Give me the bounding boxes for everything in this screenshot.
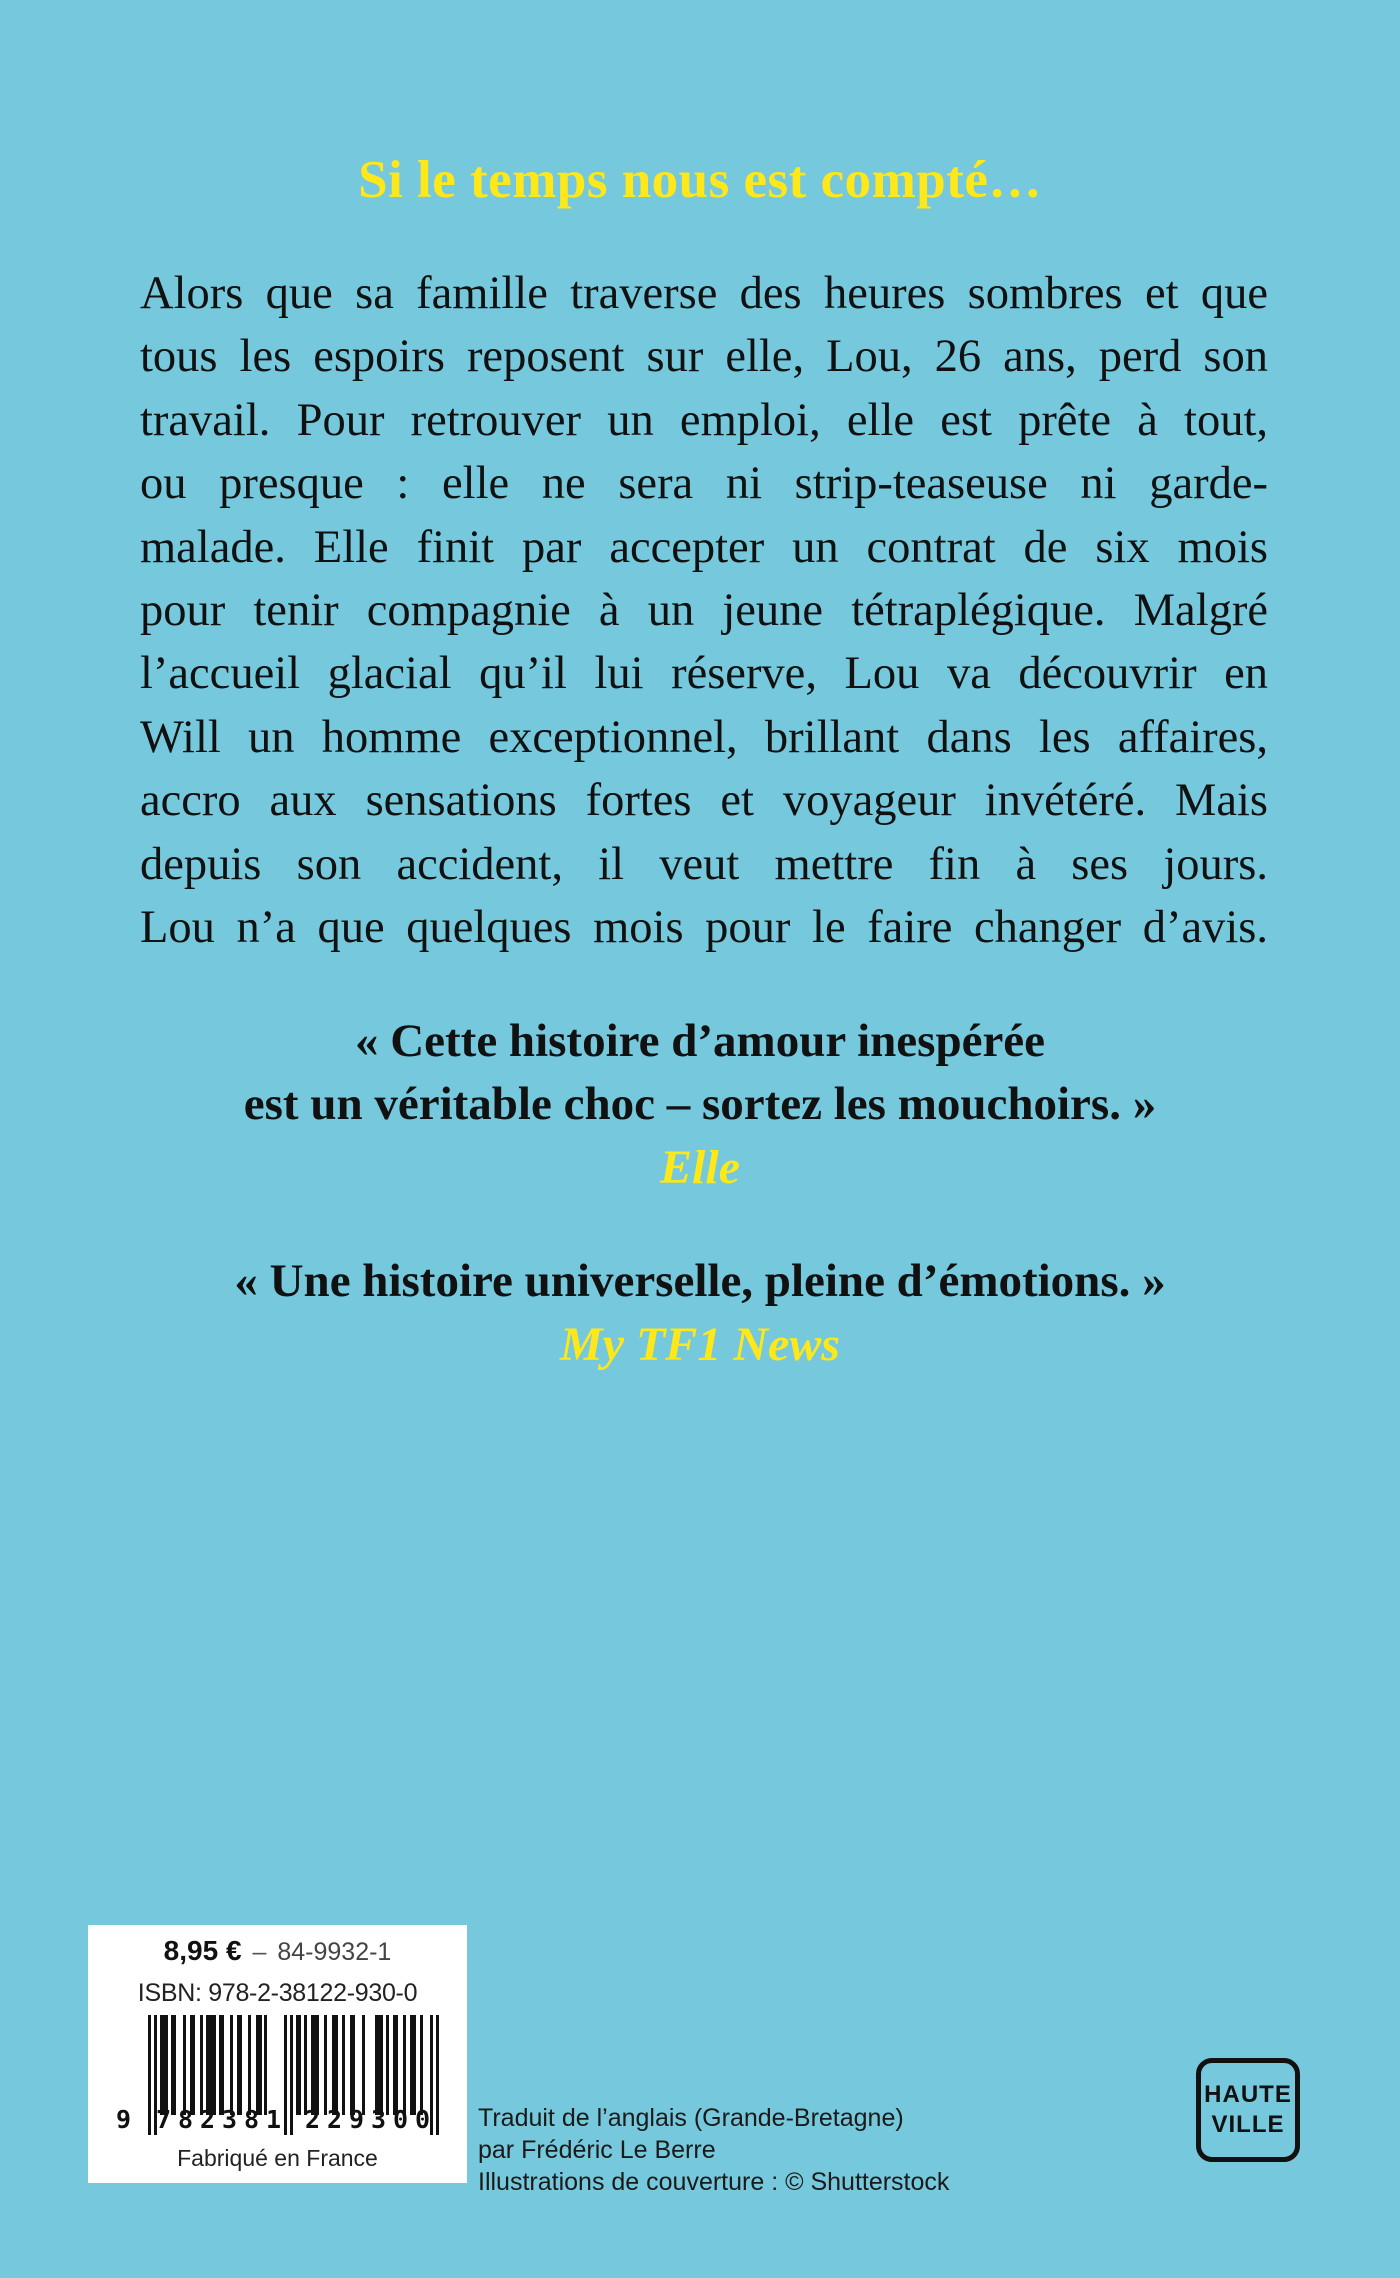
price-line: [88, 1935, 467, 1967]
barcode-digit: 9: [116, 2105, 132, 2134]
barcode-digit: 2: [305, 2105, 321, 2134]
review-quote-1-line-1: « Cette histoire d’amour inespérée: [354, 1015, 1046, 1067]
credits: [478, 2102, 949, 2198]
publisher-logo-line-1: HAUTE: [1204, 2081, 1292, 2108]
credit-translator: par Frédéric Le Berre: [478, 2136, 716, 2164]
summary-line: l’accueil glacial qu’il lui réserve, Lou va découvrir en: [140, 648, 1268, 700]
summary-line: travail. Pour retrouver un emploi, elle est prête à tout,: [140, 394, 1268, 446]
barcode-digit: 0: [415, 2105, 431, 2134]
price-separator: –: [252, 1938, 267, 1966]
summary-line: Lou n’a que quelques mois pour le faire changer d’avis.: [140, 901, 1268, 953]
price: 8,95 €: [163, 1935, 242, 1966]
tagline-heading: Si le temps nous est compté…: [358, 151, 1042, 209]
review-quote-1-line-2: est un véritable choc – sortez les mouchoirs. »: [243, 1078, 1157, 1130]
summary-line: pour tenir compagnie à un jeune tétraplégique. Malgré: [140, 584, 1268, 636]
credit-illustrations: Illustrations de couverture : © Shutterstock: [478, 2168, 950, 2196]
summary-line: tous les espoirs reposent sur elle, Lou, 26 ans, perd son: [140, 331, 1268, 383]
product-code: 84-9932-1: [277, 1938, 392, 1966]
summary-line: depuis son accident, il veut mettre fin à ses jours.: [140, 838, 1268, 890]
summary-line: malade. Elle finit par accepter un contrat de six mois: [140, 521, 1268, 573]
isbn: ISBN: 978-2-38122-930-0: [137, 1979, 418, 2007]
barcode-digit: 0: [393, 2105, 409, 2134]
barcode-digit: 2: [200, 2105, 216, 2134]
barcode-digit: 3: [371, 2105, 387, 2134]
barcode-label: [88, 1925, 467, 2183]
barcode-digit: 8: [244, 2105, 260, 2134]
review-source-1: Elle: [660, 1141, 740, 1194]
barcode-digit: 9: [349, 2105, 365, 2134]
summary-line: Alors que sa famille traverse des heures sombres et que: [140, 268, 1268, 319]
barcode-digit: 7: [156, 2105, 172, 2134]
summary-line: Will un homme exceptionnel, brillant dans les affaires,: [140, 711, 1268, 763]
publisher-logo: [1196, 2058, 1300, 2162]
barcode-digit: 1: [266, 2105, 282, 2134]
review-source-2: My TF1 News: [560, 1318, 840, 1371]
summary-line: ou presque : elle ne sera ni strip-teaseuse ni garde-: [140, 458, 1268, 510]
book-summary: [140, 262, 1268, 959]
review-quote-2-line-1: « Une histoire universelle, pleine d’émotions. »: [234, 1255, 1166, 1307]
barcode-digit: 8: [178, 2105, 194, 2134]
publisher-logo-line-2: VILLE: [1211, 2111, 1285, 2138]
barcode-digit: 2: [327, 2105, 343, 2134]
made-in-label: Fabriqué en France: [177, 2145, 378, 2171]
summary-line: accro aux sensations fortes et voyageur invétéré. Mais: [140, 775, 1268, 827]
barcode-digit: 3: [222, 2105, 238, 2134]
credit-translation: Traduit de l’anglais (Grande-Bretagne): [478, 2104, 904, 2132]
